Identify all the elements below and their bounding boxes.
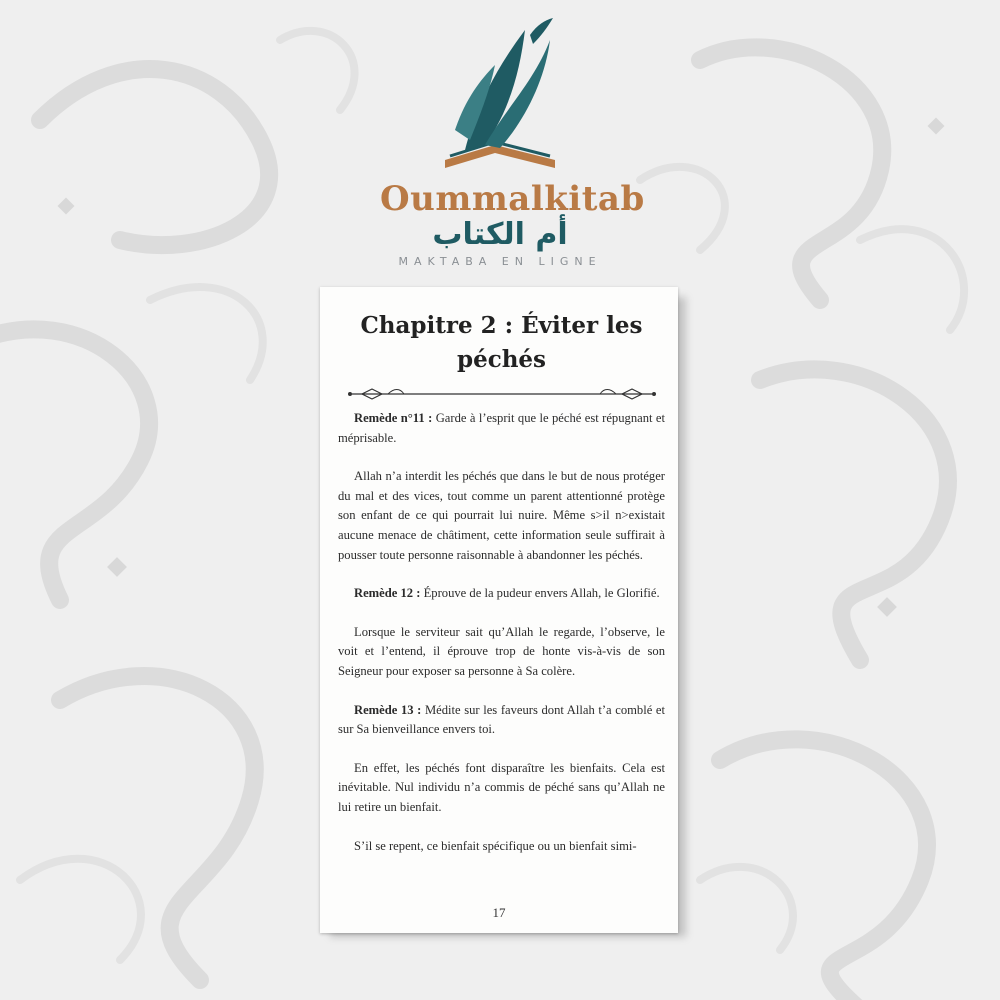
page-number: 17 — [492, 905, 506, 920]
remedy-13-heading — [338, 701, 665, 740]
body-paragraph: Lorsque le serviteur sait qu’Allah le regarde, l’observe, le voit et l’entend, il éprouve trop de honte vis-à-vis de son Seigneur pour exposer sa personne à Sa colère. — [338, 624, 665, 678]
body-paragraph: Allah n’a interdit les péchés que dans le but de nous protéger du mal et des vices, tout comme un parent attentionné protège son enfant de ce qui pourrait lui nuire. Même s>il n>existait aucune menace de châtiment, cette information seule suffirait à pousser toute personne raisonnable à abandonner les péchés. — [338, 469, 665, 562]
chapter-title: Chapitre 2 : Éviter les péchés — [360, 312, 643, 373]
page-content — [338, 309, 665, 875]
quill-book-icon — [425, 10, 575, 178]
remedy-text: Garde à l’esprit que le péché est répugnant et méprisable. — [338, 411, 665, 445]
body-paragraph: S’il se repent, ce bienfait spécifique ou un bienfait simi- — [354, 838, 637, 853]
remedy-label: Remède n°11 : — [354, 411, 433, 425]
remedy-text: Médite sur les faveurs dont Allah t’a comblé et sur Sa bienveillance envers toi. — [338, 702, 665, 737]
book-page — [320, 287, 678, 933]
remedy-label: Remède 13 : — [354, 702, 422, 717]
brand-tagline: MAKTABA EN LIGNE — [398, 255, 602, 268]
brand-arabic: أم الكتاب — [432, 217, 568, 252]
brand-logo — [380, 10, 645, 280]
brand-name: Oummalkitab — [380, 179, 645, 219]
remedy-12-heading — [338, 584, 665, 604]
divider-ornament-icon — [342, 385, 662, 403]
remedy-text: Éprouve de la pudeur envers Allah, le Glorifié. — [420, 586, 660, 601]
body-paragraph: En effet, les péchés font disparaître les bienfaits. Cela est inévitable. Nul individu n’a commis de péché sans qu’Allah ne lui retire un bienfait. — [338, 760, 665, 814]
remedy-11-heading — [338, 409, 665, 448]
remedy-label: Remède 12 : — [354, 586, 421, 601]
